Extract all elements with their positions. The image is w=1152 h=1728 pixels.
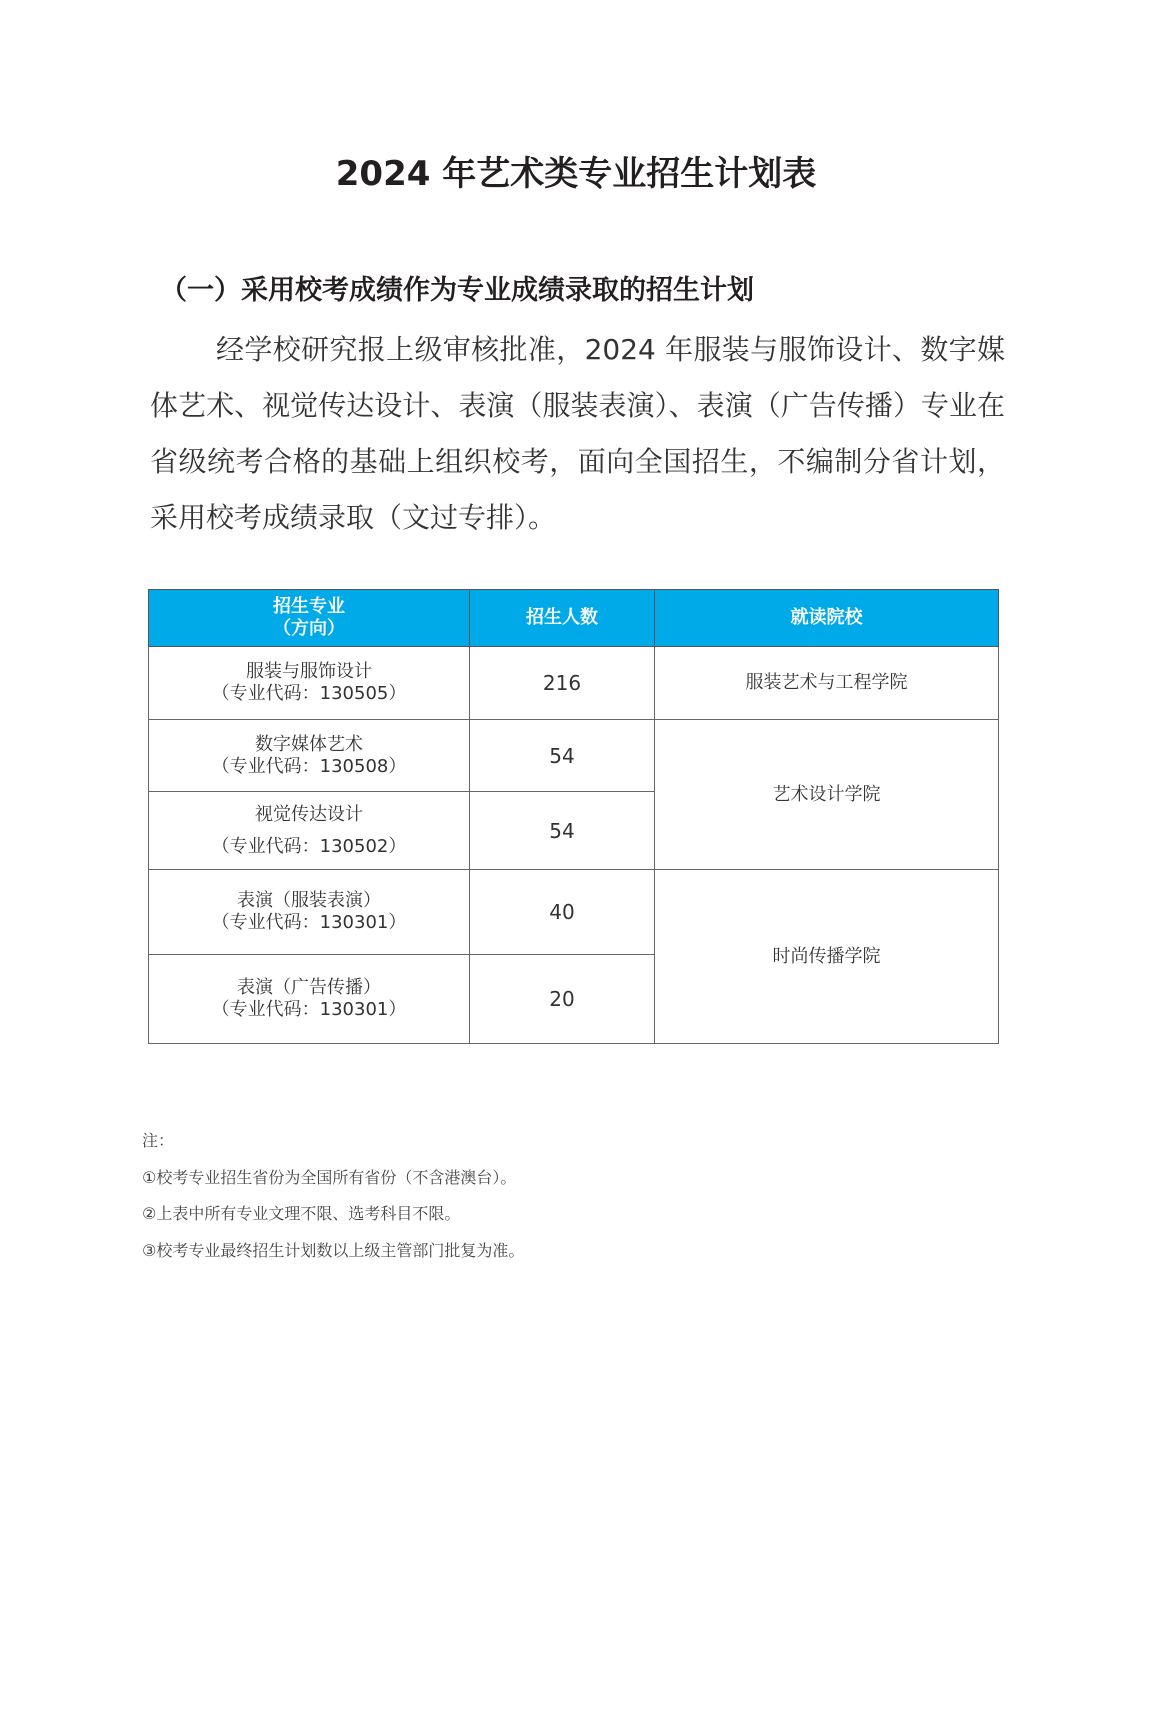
- major-name: 视觉传达设计: [255, 803, 363, 825]
- major-name: 服装与服饰设计: [246, 661, 372, 682]
- count-cell: 54: [470, 792, 655, 870]
- header-major-line2: （方向）: [273, 618, 345, 639]
- major-code: （专业代码：130508）: [211, 755, 407, 777]
- header-major-line1: 招生专业: [273, 596, 345, 617]
- school-cell: 艺术设计学院: [655, 720, 999, 870]
- major-cell: [149, 720, 470, 792]
- count-cell: 40: [470, 870, 655, 955]
- intro-paragraph: 经学校研究报上级审核批准，2024 年服装与服饰设计、数字媒体艺术、视觉传达设计、表演（服装表演）、表演（广告传播）专业在省级统考合格的基础上组织校考，面向全国招生，不编制分省计划，采用校考成绩录取（文过专排）。: [150, 333, 1005, 534]
- section-heading: （一）采用校考成绩作为专业成绩录取的招生计划: [160, 275, 754, 306]
- header-major: [149, 590, 470, 647]
- count-cell: 216: [470, 647, 655, 720]
- major-cell: [149, 955, 470, 1044]
- major-code: （专业代码：130301）: [211, 912, 407, 933]
- count-cell: 20: [470, 955, 655, 1044]
- header-school: 就读院校: [655, 590, 999, 647]
- table-row: [149, 647, 999, 720]
- major-name: 表演（服装表演）: [237, 890, 381, 911]
- page-title: 2024 年艺术类专业招生计划表: [335, 154, 817, 194]
- major-cell: [149, 870, 470, 955]
- major-cell: [149, 792, 470, 870]
- school-cell: 服装艺术与工程学院: [655, 647, 999, 720]
- major-name: 表演（广告传播）: [237, 977, 381, 998]
- enrollment-plan-table: [148, 589, 999, 1044]
- note-item: ①校考专业招生省份为全国所有省份（不含港澳台）。: [142, 1167, 517, 1187]
- major-name: 数字媒体艺术: [255, 733, 363, 755]
- major-code: （专业代码：130301）: [211, 999, 407, 1020]
- notes-label: 注：: [142, 1131, 175, 1150]
- header-count: 招生人数: [470, 590, 655, 647]
- note-item: ③校考专业最终招生计划数以上级主管部门批复为准。: [142, 1240, 525, 1260]
- table-row: [149, 870, 999, 955]
- count-cell: 54: [470, 720, 655, 792]
- school-cell: 时尚传播学院: [655, 870, 999, 1044]
- major-code: （专业代码：130502）: [211, 835, 407, 857]
- major-cell: [149, 647, 470, 720]
- table-row: [149, 720, 999, 792]
- table-header-row: [149, 590, 999, 647]
- major-code: （专业代码：130505）: [211, 683, 407, 704]
- notes: [142, 1128, 524, 1274]
- note-item: ②上表中所有专业文理不限、选考科目不限。: [142, 1204, 461, 1223]
